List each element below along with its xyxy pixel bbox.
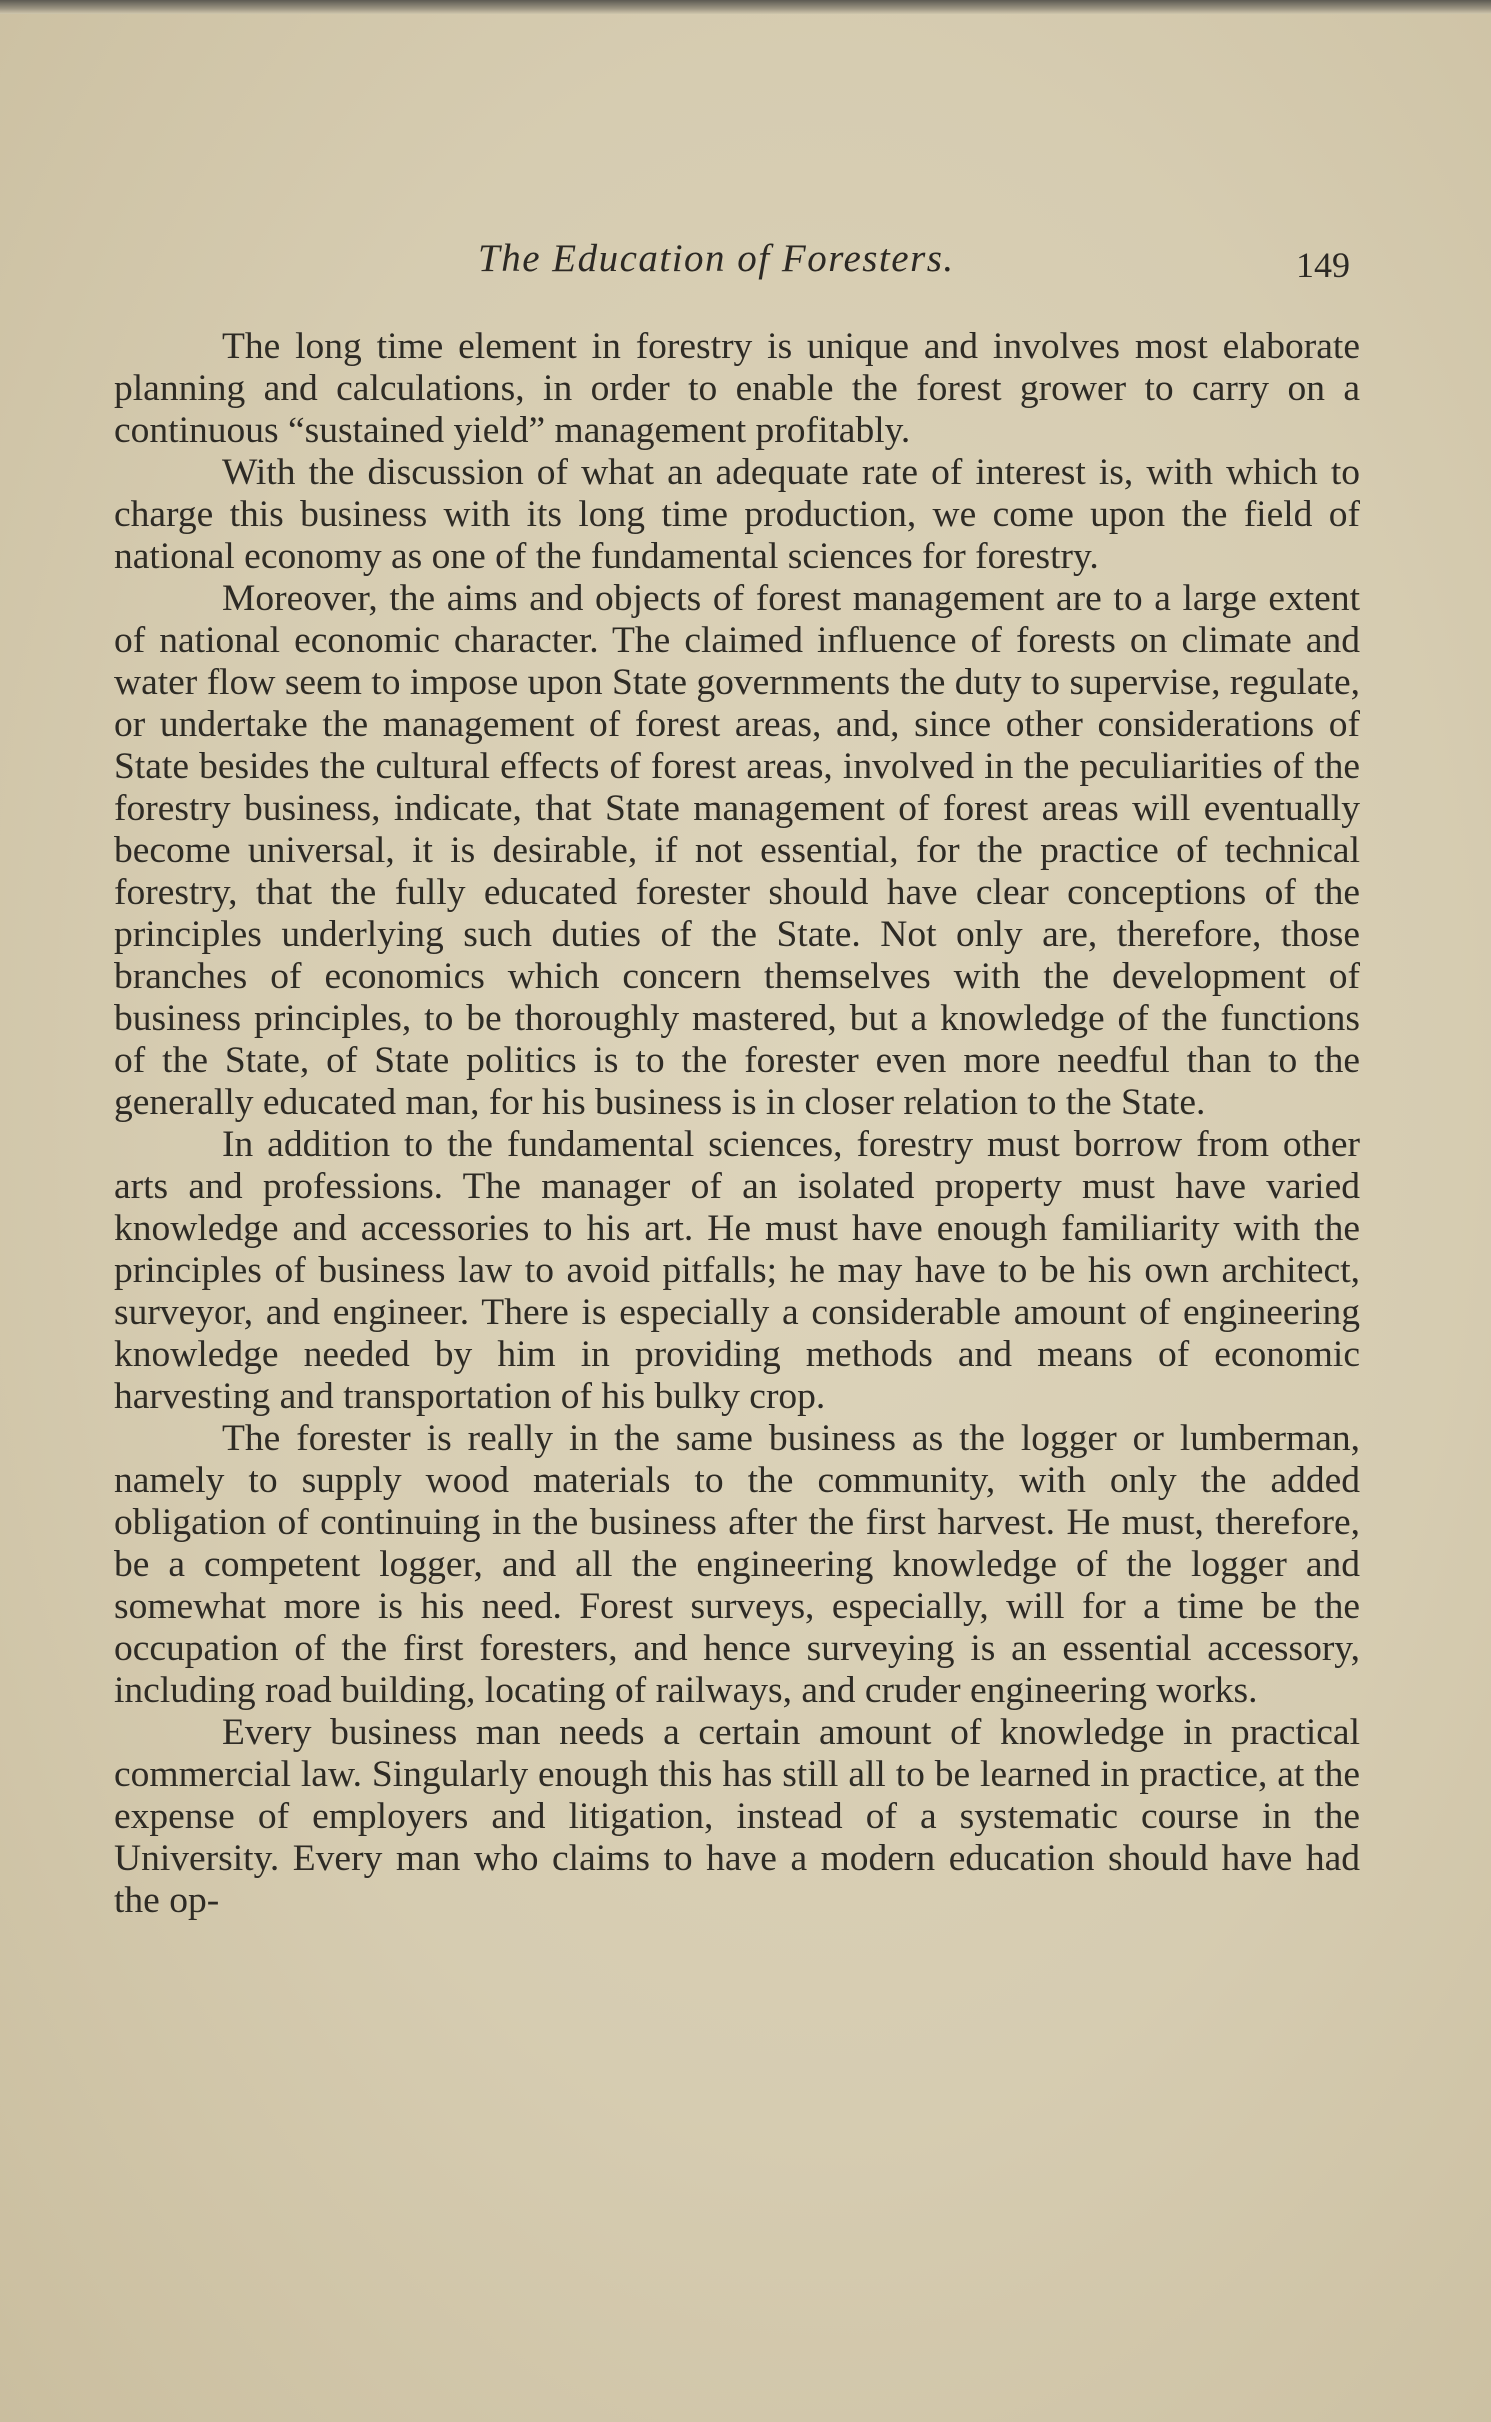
page-top-edge bbox=[0, 0, 1491, 14]
paragraph-1: The long time element in forestry is unique and involves most elaborate planning and calculations, in order to enable the forest grower to carry on a continuous “sustained yield” management profitably. bbox=[114, 326, 1360, 451]
paragraph-6: Every business man needs a certain amount of knowledge in practical commercial law. Singularly enough this has still all to be learned in practice, at the expense of employers and litigation, instead of a systematic course in the University. Every man who claims to have a modern education should have had the op- bbox=[114, 1712, 1360, 1921]
running-title: The Education of Foresters. bbox=[478, 237, 955, 280]
paragraph-4: In addition to the fundamental sciences, forestry must borrow from other arts and professions. The manager of an isolated property must have varied knowledge and accessories to his art. He must have enough familiarity with the principles of business law to avoid pitfalls; he may have to be his own architect, surveyor, and engineer. There is especially a considerable amount of engineering knowledge needed by him in providing methods and means of economic harvesting and transportation of his bulky crop. bbox=[114, 1124, 1360, 1417]
paragraph-2: With the discussion of what an adequate rate of interest is, with which to charge this business with its long time production, we come upon the field of national economy as one of the fundamental sciences for forestry. bbox=[114, 452, 1360, 577]
body-text bbox=[114, 326, 1360, 1922]
page-number: 149 bbox=[1296, 245, 1350, 285]
paragraph-5: The forester is really in the same business as the logger or lumberman, namely to supply wood materials to the community, with only the added obligation of continuing in the business after the first harvest. He must, therefore, be a competent logger, and all the engineering knowledge of the logger and somewhat more is his need. Forest surveys, especially, will for a time be the occupation of the first foresters, and hence surveying is an essential accessory, including road building, locating of railways, and cruder engineering works. bbox=[114, 1418, 1360, 1711]
paragraph-3: Moreover, the aims and objects of forest management are to a large extent of national economic character. The claimed influence of forests on climate and water flow seem to impose upon State governments the duty to supervise, regulate, or undertake the management of forest areas, and, since other considerations of State besides the cultural effects of forest areas, involved in the peculiarities of the forestry business, indicate, that State management of forest areas will eventually become universal, it is desirable, if not essential, for the practice of technical forestry, that the fully educated forester should have clear conceptions of the principles underlying such duties of the State. Not only are, therefore, those branches of economics which concern themselves with the development of business principles, to be thoroughly mastered, but a knowledge of the functions of the State, of State politics is to the forester even more needful than to the generally educated man, for his business is in closer relation to the State. bbox=[114, 578, 1360, 1123]
running-head bbox=[0, 236, 1491, 296]
